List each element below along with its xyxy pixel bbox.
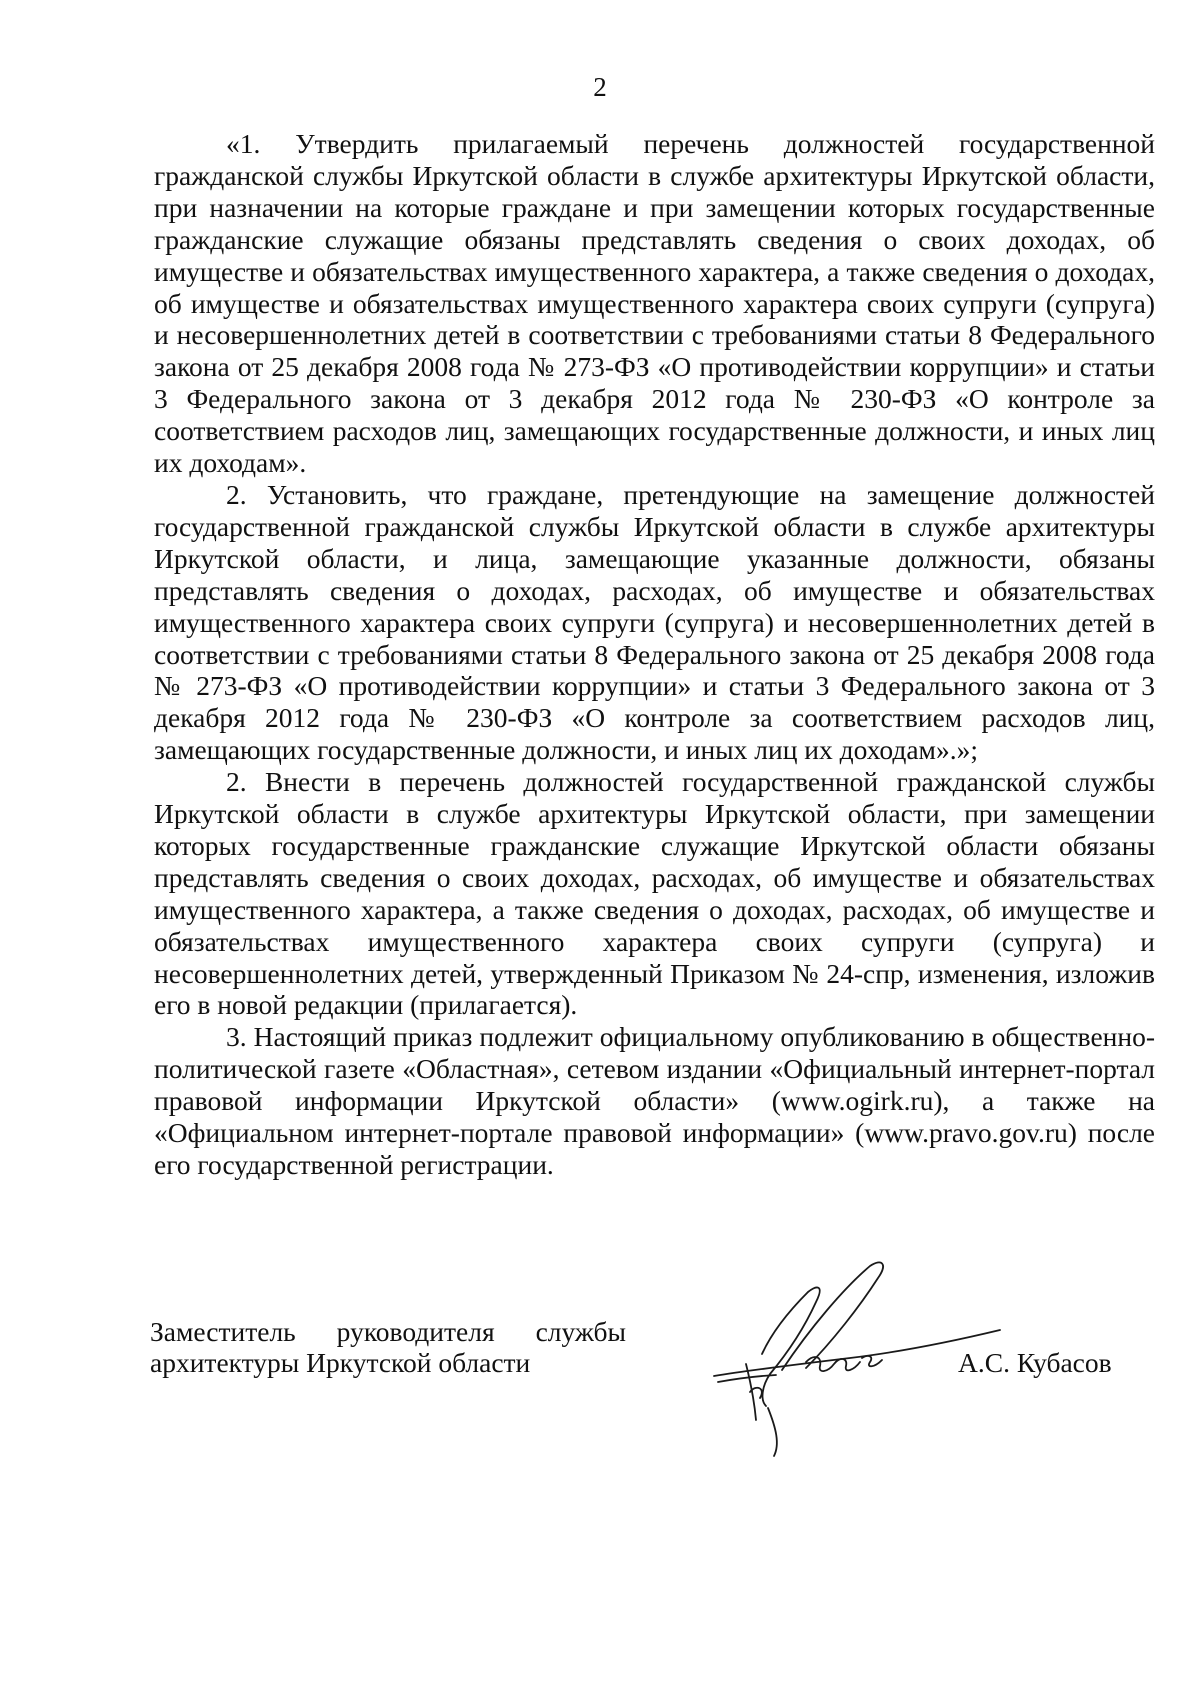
page-number: 2 [593,72,607,102]
signatory-name: А.С. Кубасов [958,1347,1112,1378]
paragraph-approve-list: «1. Утвердить прилагаемый перечень должностей государственной гражданской службы Иркутской области в службе архитектуры Иркутской области, при назначении на которые граждане и при замещении которых государственные гражданские служащие обязаны представлять сведения о своих доходах, об имуществе и обязательствах имущественного характера, а также сведения о доходах, об имуществе и обязательствах имущественного характера своих супруги (супруга) и несовершеннолетних детей в соответствии с требованиями статьи 8 Федерального закона от 25 декабря 2008 года № 273-ФЗ «О противодействии коррупции» и статьи 3 Федерального закона от 3 декабря 2012 года № 230-ФЗ «О контроле за соответствием расходов лиц, замещающих государственные должности, и иных лиц их доходам». [154,128,1155,479]
signatory-title-line1: Заместитель руководителя службы [150,1316,626,1347]
document-body [154,128,1155,1181]
signatory-title-line2: архитектуры Иркутской области [150,1347,531,1378]
signatory-title [150,1316,626,1378]
paragraph-publication: 3. Настоящий приказ подлежит официальному опубликованию в общественно-политической газете «Областная», сетевом издании «Официальный интернет-портал правовой информации Иркутской области» (www.ogirk.ru), а также на «Официальном интернет-портале правовой информации» (www.pravo.gov.ru) после его государственной регистрации. [154,1021,1155,1180]
paragraph-amend-list: 2. Внести в перечень должностей государственной гражданской службы Иркутской области в службе архитектуры Иркутской области, при замещении которых государственные гражданские служащие Иркутской области обязаны представлять сведения о своих доходах, расходах, об имуществе и обязательствах имущественного характера, а также сведения о доходах, расходах, об имуществе и обязательствах имущественного характера своих супруги (супруга) и несовершеннолетних детей, утвержденный Приказом № 24-спр, изменения, изложив его в новой редакции (прилагается). [154,766,1155,1021]
paragraph-establish-obligation: 2. Установить, что граждане, претендующие на замещение должностей государственной гражданской службы Иркутской области в службе архитектуры Иркутской области, и лица, замещающие указанные должности, обязаны представлять сведения о доходах, расходах, об имуществе и обязательствах имущественного характера своих супруги (супруга) и несовершеннолетних детей в соответствии с требованиями статьи 8 Федерального закона от 25 декабря 2008 года № 273-ФЗ «О противодействии коррупции» и статьи 3 Федерального закона от 3 декабря 2012 года № 230-ФЗ «О контроле за соответствием расходов лиц, замещающих государственные должности, и иных лиц их доходам».»; [154,478,1155,766]
